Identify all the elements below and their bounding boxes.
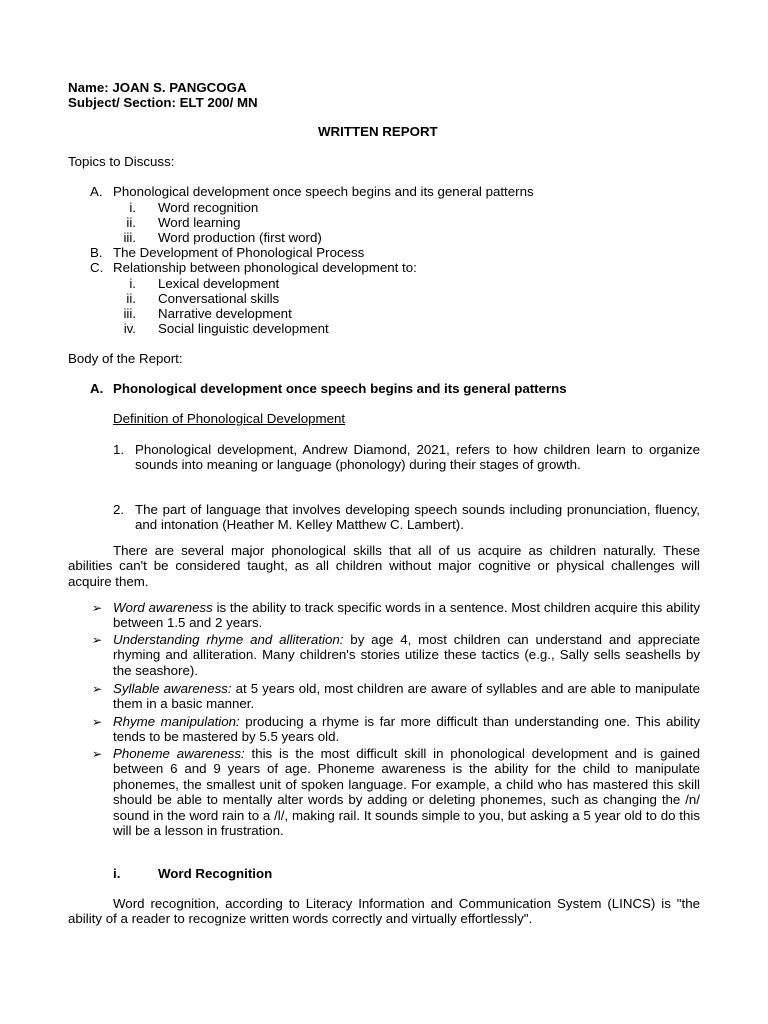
topics-heading: Topics to Discuss:	[68, 154, 175, 169]
definition-2-marker: 2.	[113, 502, 125, 517]
topic-A-ii-text: Word learning	[158, 215, 241, 230]
section-A-title: Phonological development once speech begins and its general patterns	[113, 381, 567, 396]
bullet-text: by age 4, most children can understand and appreciate rhyming and alliteration. Many children's stories utilize these tactics (e.g., Sally sells seashells by the seashore).	[113, 632, 700, 678]
bullet-rhyme-alliteration	[113, 632, 700, 678]
arrow-bullet-icon: ➢	[92, 747, 103, 761]
topic-A-iii-marker: iii.	[123, 230, 136, 245]
definition-2-text: The part of language that involves developing speech sounds including pronunciation, fluency, and intonation (Heather M. Kelley Matthew C. Lambert).	[135, 502, 700, 533]
arrow-bullet-icon: ➢	[92, 633, 103, 647]
definition-heading: Definition of Phonological Development	[113, 411, 346, 426]
topic-C-ii-marker: ii.	[126, 291, 136, 306]
bullet-phoneme-awareness	[113, 746, 700, 838]
bullet-word-awareness	[113, 600, 700, 631]
student-name: Name: JOAN S. PANGCOGA	[68, 80, 247, 95]
bullet-text: at 5 years old, most children are aware of syllables and are able to manipulate them in a basic manner.	[113, 681, 700, 712]
bullet-term: Syllable awareness:	[113, 681, 232, 696]
topic-C-iv-marker: iv.	[123, 321, 136, 336]
arrow-bullet-icon: ➢	[92, 715, 103, 729]
topic-C-marker: C.	[90, 260, 104, 275]
topic-A-ii-marker: ii.	[126, 215, 136, 230]
bullet-rhyme-manipulation	[113, 714, 700, 745]
topic-C-text: Relationship between phonological development to:	[113, 260, 417, 275]
topic-A-i-text: Word recognition	[158, 200, 259, 215]
bullet-text: is the ability to track specific words in a sentence. Most children acquire this ability between 1.5 and 2 years.	[113, 600, 700, 631]
arrow-bullet-icon: ➢	[92, 601, 103, 615]
subsection-title: Word Recognition	[158, 866, 273, 881]
report-title: WRITTEN REPORT	[318, 124, 438, 139]
topic-A-i-marker: i.	[129, 200, 136, 215]
bullet-text: this is the most difficult skill in phonological development and is gained between 6 and 9 years of age. Phoneme awareness is the ability for the child to manipulate phonemes, the smallest unit of spoken language. For example, a child who has mastered this skill should be able to mentally alter words by adding or deleting phonemes, such as changing the /n/ sound in the word rain to a /l/, making rail. It sounds simple to you, but asking a 5 year old to do this will be a lesson in frustration.	[113, 746, 700, 839]
topic-C-i-marker: i.	[129, 276, 136, 291]
topic-B-text: The Development of Phonological Process	[113, 245, 365, 260]
subject-section: Subject/ Section: ELT 200/ MN	[68, 95, 258, 110]
bullet-term: Rhyme manipulation:	[113, 714, 240, 729]
topic-B-marker: B.	[90, 245, 103, 260]
word-recognition-paragraph: Word recognition, according to Literacy Information and Communication System (LINCS) is "the ability of a reader to recognize written words correctly and virtually effortlessly".	[68, 896, 700, 927]
topic-C-ii-text: Conversational skills	[158, 291, 280, 306]
definition-1-text: Phonological development, Andrew Diamond, 2021, refers to how children learn to organize sounds into meaning or language (phonology) during their stages of growth.	[135, 442, 700, 473]
bullet-term: Understanding rhyme and alliteration:	[113, 632, 344, 647]
topic-A-iii-text: Word production (first word)	[158, 230, 322, 245]
topic-C-iii-marker: iii.	[123, 306, 136, 321]
intro-paragraph: There are several major phonological skills that all of us acquire as children naturally. These abilities can't be considered taught, as all children without major cognitive or physical challenges will acquire them.	[68, 543, 700, 589]
definition-1-marker: 1.	[113, 442, 125, 457]
arrow-bullet-icon: ➢	[92, 682, 103, 696]
topic-A-marker: A.	[90, 184, 103, 199]
bullet-syllable-awareness	[113, 681, 700, 712]
topic-C-iv-text: Social linguistic development	[158, 321, 329, 336]
body-heading: Body of the Report:	[68, 351, 183, 366]
subsection-marker: i.	[113, 866, 121, 881]
section-A-marker: A.	[90, 381, 104, 396]
topic-C-iii-text: Narrative development	[158, 306, 292, 321]
topic-A-text: Phonological development once speech begins and its general patterns	[113, 184, 534, 199]
bullet-term: Word awareness	[113, 600, 213, 615]
bullet-text: producing a rhyme is far more difficult than understanding one. This ability tends to be mastered by 5.5 years old.	[113, 714, 700, 745]
bullet-term: Phoneme awareness:	[113, 746, 245, 761]
topic-C-i-text: Lexical development	[158, 276, 280, 291]
